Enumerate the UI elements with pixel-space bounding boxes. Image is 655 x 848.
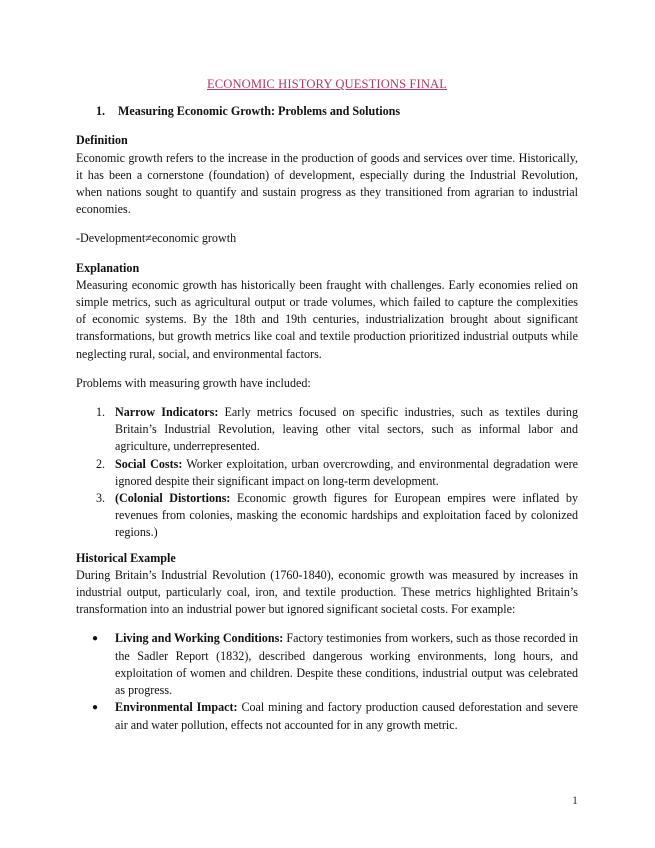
bullet-icon: ●: [92, 702, 99, 714]
list-item: [76, 404, 578, 456]
problems-list: [76, 404, 578, 542]
list-marker: 2.: [96, 456, 106, 471]
explanation-paragraph: Measuring economic growth has historically been fraught with challenges. Early economies relied on simple metrics, such as agricultural output or trade volumes, which failed to capture the complexities of economic systems. By the 18th and 19th centuries, industrialization brought about significant transformations, but growth metrics like coal and textile production prioritized industrial outputs while neglecting rural, social, and environmental factors.: [76, 277, 578, 361]
list-item-term: Environmental Impact:: [115, 700, 238, 715]
list-item-text: Worker exploitation, urban overcrowding, and environmental degradation were ignored despite their significant impact on long-term development.: [115, 456, 578, 488]
definition-heading: Definition: [76, 133, 128, 148]
historical-example-heading: Historical Example: [76, 550, 176, 565]
list-item: [76, 490, 578, 542]
historical-example-paragraph: During Britain’s Industrial Revolution (1760-1840), economic growth was measured by increases in industrial output, particularly coal, iron, and textile production. These metrics highlighted Britain’s transformation into an industrial power but ignored significant societal costs. For example:: [76, 567, 578, 617]
list-item-text: Factory testimonies from workers, such as those recorded in the Sadler Report (1832), described dangerous working environments, long hours, and exploitation of women and children. Despite these conditions, industrial output was celebrated as progress.: [115, 631, 578, 698]
list-item-text: Coal mining and factory production caused deforestation and severe air and water pollution, effects not accounted for in any growth metric.: [115, 700, 578, 732]
list-item-text: Early metrics focused on specific industries, such as textiles during Britain’s Industrial Revolution, leaving other vital sectors, such as informal labor and agriculture, underrepresented.: [115, 405, 578, 454]
list-marker: 1.: [96, 405, 106, 420]
list-item-term: Narrow Indicators:: [115, 405, 219, 420]
list-item: [76, 699, 578, 733]
document-page: [76, 76, 578, 734]
document-title: ECONOMIC HISTORY QUESTIONS FINAL: [206, 77, 448, 91]
list-item: [76, 630, 578, 699]
definition-paragraph: Economic growth refers to the increase in the production of goods and services over time. Historically, it has been a cornerstone (foundation) of development, especially during the Industrial Revolution, when nations sought to quantify and sustain progress as they transitioned from agrarian to industrial economies.: [76, 150, 578, 217]
list-item-term: Social Costs:: [115, 456, 183, 471]
section-heading: [76, 103, 578, 120]
development-note: -Development≠economic growth: [76, 231, 237, 246]
list-item-term: Living and Working Conditions:: [115, 631, 284, 646]
examples-list: [76, 630, 578, 733]
page-number: 1: [572, 793, 578, 807]
list-marker: 3.: [96, 491, 106, 506]
explanation-heading: Explanation: [76, 260, 140, 275]
section-number: 1.: [96, 104, 106, 119]
list-item-term: (Colonial Distortions:: [115, 491, 231, 506]
list-item-text: Economic growth figures for European empires were inflated by revenues from colonies, masking the economic hardships and exploitation faced by colonized regions.): [115, 491, 578, 540]
section-title: Measuring Economic Growth: Problems and Solutions: [118, 104, 401, 119]
bullet-icon: ●: [92, 633, 99, 645]
list-item: [76, 456, 578, 490]
problems-intro: Problems with measuring growth have included:: [76, 375, 311, 390]
